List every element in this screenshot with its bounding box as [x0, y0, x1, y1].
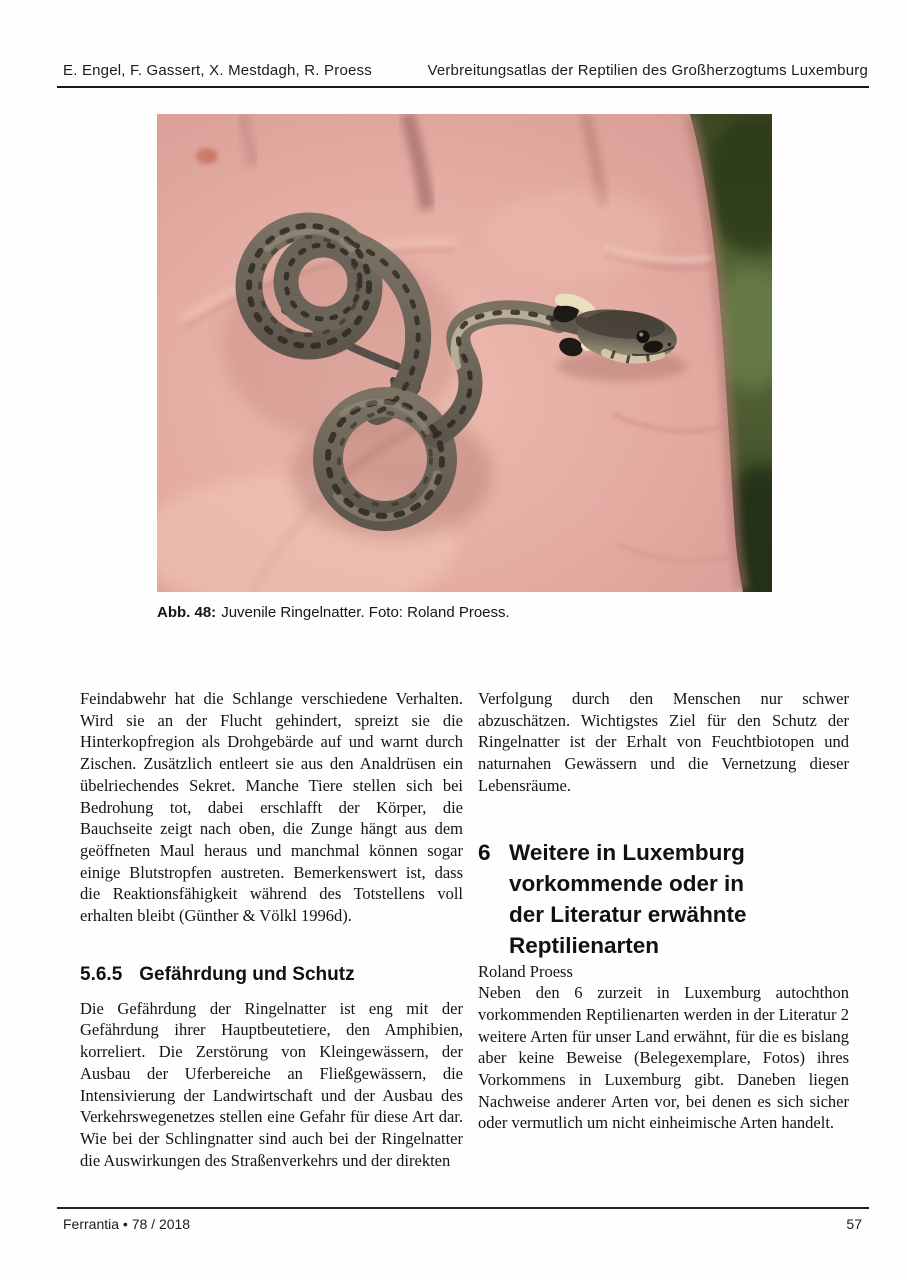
header-rule [57, 86, 869, 88]
figure-caption [157, 604, 510, 621]
paragraph-protection: Verfolgung durch den Menschen nur schwer abzuschätzen. Wichtigstes Ziel für den Schutz der Ringelnatter ist der Erhalt von Feuchtbiotopen und naturnahen Gewässern und die Vernetzung dieser Lebensräume. [478, 689, 849, 795]
chapter-heading-6 [478, 837, 849, 961]
chapter-title-line: der Literatur erwähnte [509, 901, 747, 927]
section-number: 5.6.5 [80, 963, 123, 985]
header-title: Verbreitungsatlas der Reptilien des Großherzogtums Luxemburg [427, 62, 868, 79]
paragraph-defense-behaviour: Feindabwehr hat die Schlange verschiedene Verhalten. Wird sie an der Flucht gehindert, spreizt sie die Hinterkopfregion als Drohgebärde auf und warnt durch Zischen. Zusätzlich entleert sie aus den Analdrüsen ein übelriechendes Sekret. Manche Tiere stellen sich bei Bedrohung tot, dabei erschlafft der Körper, die Bauchseite zeigt nach oben, die Zunge hängt aus dem geöffneten Maul heraus und manchmal können sogar einige Blutstropfen austreten. Bemerkenswert ist, dass die Reaktionsfähigkeit während des Totstellens voll erhalten bleibt (Günther & Völkl 1996d). [80, 689, 463, 926]
footer-journal: Ferrantia • 78 / 2018 [63, 1216, 191, 1232]
caption-label: Abb. 48: [157, 604, 217, 621]
left-column [80, 688, 463, 1171]
chapter-title-line: vorkommende oder in [509, 870, 745, 896]
footer-page-number: 57 [846, 1216, 862, 1232]
footer-rule [57, 1207, 869, 1209]
section-title: Gefährdung und Schutz [139, 963, 355, 985]
chapter-title [509, 837, 747, 961]
caption-text: Juvenile Ringelnatter. Foto: Roland Proess. [221, 604, 510, 621]
chapter-title-line: Reptilienarten [509, 932, 660, 958]
snake-photo-illustration [157, 114, 772, 592]
chapter-author: Roland Proess [478, 961, 573, 981]
chapter-title-line: Weitere in Luxemburg [509, 839, 745, 865]
paragraph-other-species: Neben den 6 zurzeit in Luxemburg autochthon vorkommenden Reptilienarten werden in der Literatur 2 weitere Arten für unser Land erwähnt, für die es bislang aber keine Beweise (Belegexemplare, Fotos) ihres Vorkommens in Luxemburg gibt. Daneben liegen Nachweise anderer Arten vor, bei denen es sich sicher oder vermutlich um nicht einheimische Arten handelt. [478, 983, 849, 1133]
right-column [478, 688, 849, 1134]
paragraph-threats: Die Gefährdung der Ringelnatter ist eng mit der Gefährdung ihrer Hauptbeutetiere, den Amphibien, korreliert. Die Zerstörung von Kleingewässern, der Ausbau der Uferbereiche an Fließgewässern, die Intensivierung der Landwirtschaft und der Ausbau des Verkehrswegenetzes stellen eine Gefahr für diese Art dar. Wie bei der Schlingnatter sind auch bei der Ringelnatter die Auswirkungen des Straßenverkehrs und der direkten [80, 998, 463, 1170]
header-authors: E. Engel, F. Gassert, X. Mestdagh, R. Proess [63, 62, 372, 79]
chapter-number: 6 [478, 839, 491, 865]
section-heading-565 [80, 964, 463, 986]
figure-photo [157, 114, 772, 592]
